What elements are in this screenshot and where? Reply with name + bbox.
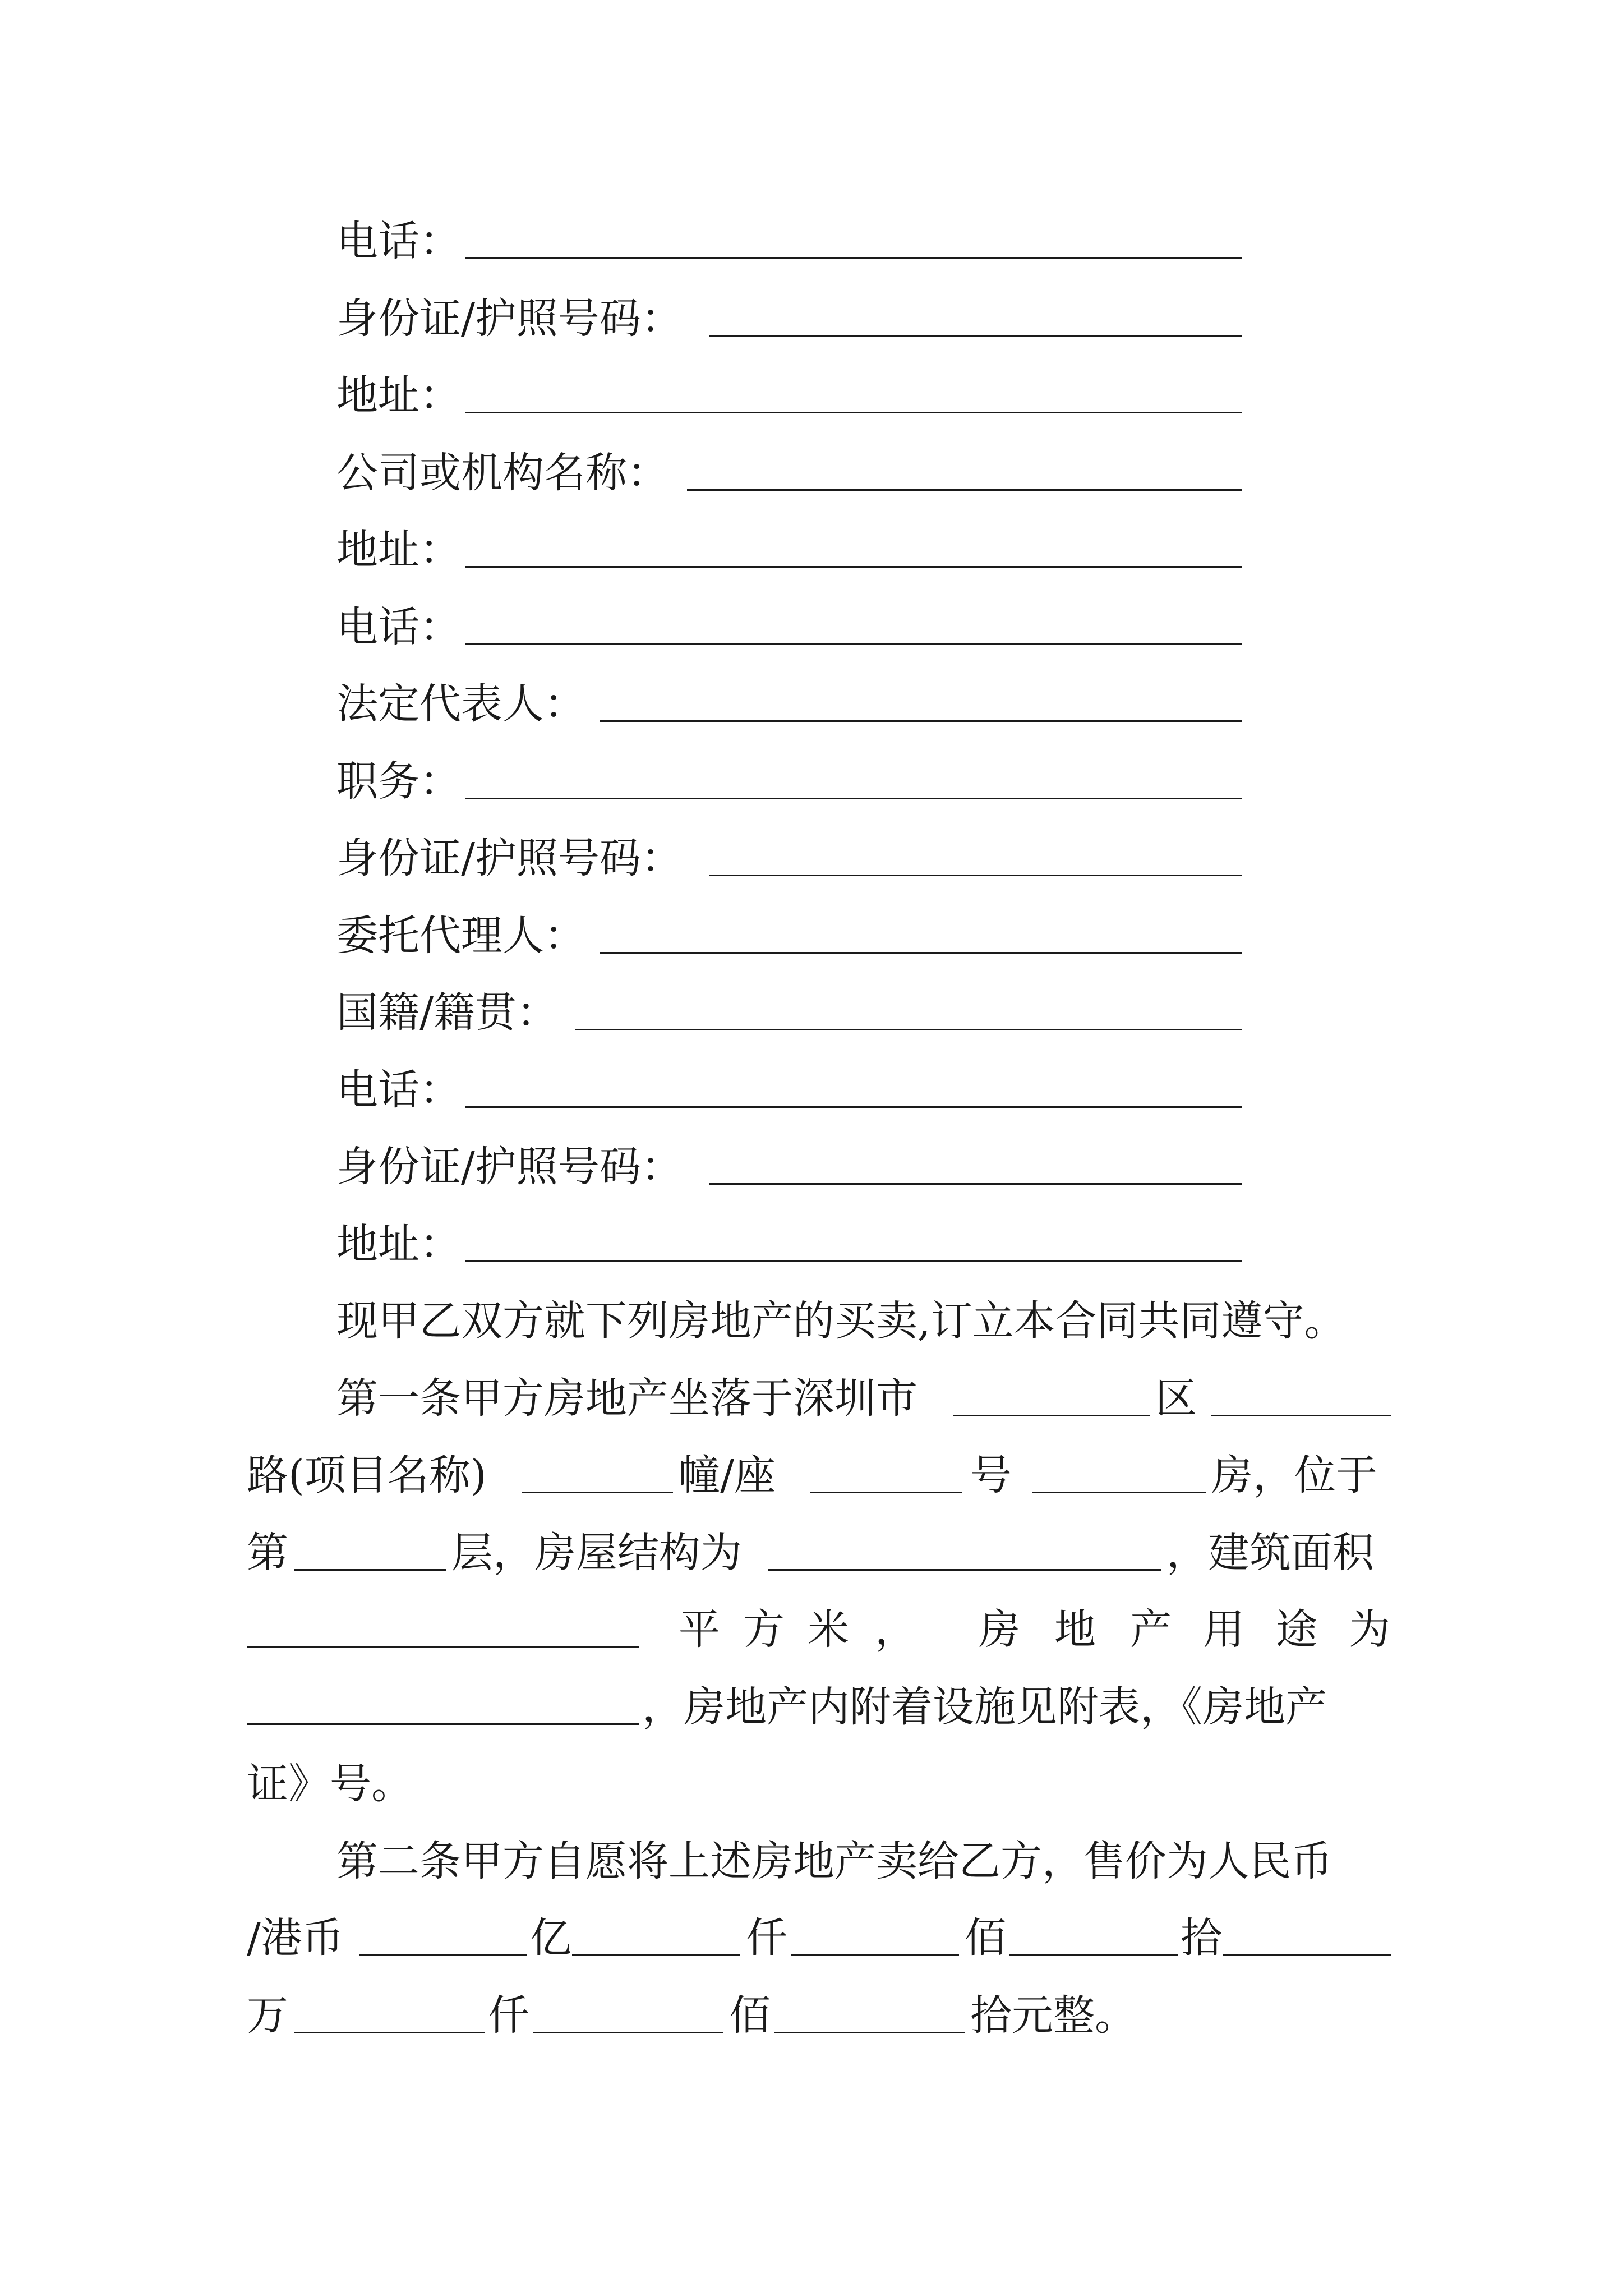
blank-number[interactable] (1032, 1492, 1206, 1493)
blank-line[interactable] (709, 875, 1242, 876)
blank-amount[interactable] (359, 1954, 527, 1956)
article-2-line-3 (0, 1990, 1623, 2041)
article-1-line-2 (0, 1450, 1623, 1501)
text: 区 (1155, 1374, 1197, 1423)
field-label: 电话： (336, 1066, 461, 1114)
text: 房，位于 (1211, 1451, 1377, 1499)
blank-line[interactable] (687, 489, 1242, 491)
article-1-line-4 (0, 1604, 1623, 1655)
agent-field (336, 910, 1242, 961)
article-2-line-2 (0, 1913, 1623, 1963)
text: 方 (743, 1605, 785, 1654)
id-passport-field (336, 293, 1242, 344)
blank-area[interactable] (247, 1646, 639, 1648)
text: 佰 (729, 1991, 771, 2040)
position-field (336, 756, 1242, 807)
text: 层，房屋结构为 (451, 1529, 742, 1577)
blank-road[interactable] (1211, 1415, 1391, 1416)
article-1-line-1 (0, 1373, 1623, 1424)
text: 为 (1349, 1605, 1390, 1654)
blank-district-city[interactable] (953, 1415, 1150, 1416)
blank-amount[interactable] (572, 1954, 740, 1956)
text: 亿 (530, 1914, 571, 1962)
id-passport-field (336, 1142, 1242, 1192)
field-label: 身份证/护照号码： (336, 295, 683, 343)
text: ， (875, 1605, 916, 1654)
text: 仟 (488, 1991, 529, 2040)
blank-line[interactable] (465, 412, 1242, 413)
field-label: 身份证/护照号码： (336, 1143, 683, 1191)
field-label: 地址： (336, 371, 461, 420)
field-label: 法定代表人： (336, 680, 585, 728)
field-label: 身份证/护照号码： (336, 834, 683, 882)
field-label: 委托代理人： (336, 912, 585, 960)
text: 路(项目名称) (247, 1451, 487, 1499)
article-1-line-6: 证》号。 (247, 1760, 413, 1808)
text: 产 (1130, 1605, 1172, 1654)
blank-line[interactable] (465, 798, 1242, 799)
field-label: 电话： (336, 217, 461, 265)
blank-amount[interactable] (774, 2032, 965, 2033)
field-label: 电话： (336, 603, 461, 651)
blank-usage[interactable] (247, 1723, 639, 1725)
address-field (336, 1219, 1242, 1269)
field-label: 公司或机构名称： (336, 449, 668, 497)
blank-amount[interactable] (1009, 1954, 1178, 1956)
text: 拾元整。 (970, 1991, 1136, 2040)
text: ，建筑面积 (1166, 1529, 1374, 1577)
blank-line[interactable] (465, 1106, 1242, 1108)
field-label: 国籍/籍贯： (336, 988, 558, 1037)
blank-line[interactable] (465, 257, 1242, 259)
text: 第 (247, 1529, 288, 1577)
phone-field (336, 1065, 1242, 1115)
blank-structure[interactable] (768, 1569, 1161, 1571)
blank-line[interactable] (465, 1260, 1242, 1262)
blank-line[interactable] (465, 566, 1242, 568)
field-label: 职务： (336, 757, 461, 806)
text: 号 (970, 1451, 1012, 1499)
blank-line[interactable] (465, 643, 1242, 645)
nationality-field (336, 987, 1242, 1038)
blank-line[interactable] (600, 952, 1242, 954)
company-name-field (336, 448, 1242, 498)
article-1-line-3 (0, 1527, 1623, 1578)
phone-field (336, 602, 1242, 652)
blank-line[interactable] (600, 720, 1242, 722)
text: 房 (979, 1605, 1020, 1654)
legal-representative-field (336, 679, 1242, 729)
text: /港币 (247, 1914, 344, 1962)
blank-line[interactable] (709, 1183, 1242, 1185)
blank-amount[interactable] (791, 1954, 959, 1956)
blank-floor[interactable] (294, 1569, 446, 1571)
text: 第一条甲方房地产坐落于深圳市 (336, 1374, 917, 1423)
text: 仟 (746, 1914, 787, 1962)
blank-line[interactable] (709, 335, 1242, 337)
blank-line[interactable] (575, 1029, 1242, 1030)
text: 米 (808, 1605, 849, 1654)
text: 幢/座 (679, 1451, 776, 1499)
text: ，房地产内附着设施见附表，《房地产 (642, 1683, 1327, 1731)
address-field (336, 524, 1242, 575)
text: 地 (1054, 1605, 1096, 1654)
field-label: 地址： (336, 1220, 461, 1268)
phone-field (336, 216, 1242, 266)
text: 拾 (1181, 1914, 1222, 1962)
text: 万 (247, 1991, 288, 2040)
blank-project-name[interactable] (522, 1492, 673, 1493)
text: 用 (1203, 1605, 1244, 1654)
blank-amount[interactable] (1223, 1954, 1391, 1956)
article-2-line-1: 第二条甲方自愿将上述房地产卖给乙方，售价为人民币 (336, 1837, 1332, 1885)
address-field (336, 370, 1242, 421)
blank-building[interactable] (810, 1492, 962, 1493)
blank-amount[interactable] (533, 2032, 723, 2033)
field-label: 地址： (336, 526, 461, 574)
text: 途 (1276, 1605, 1317, 1654)
text: 佰 (965, 1914, 1006, 1962)
id-passport-field (336, 833, 1242, 884)
text: 平 (679, 1605, 720, 1654)
article-1-line-5 (0, 1682, 1623, 1732)
intro-paragraph: 现甲乙双方就下列房地产的买卖,订立本合同共同遵守。 (336, 1297, 1346, 1345)
blank-amount[interactable] (294, 2032, 485, 2033)
